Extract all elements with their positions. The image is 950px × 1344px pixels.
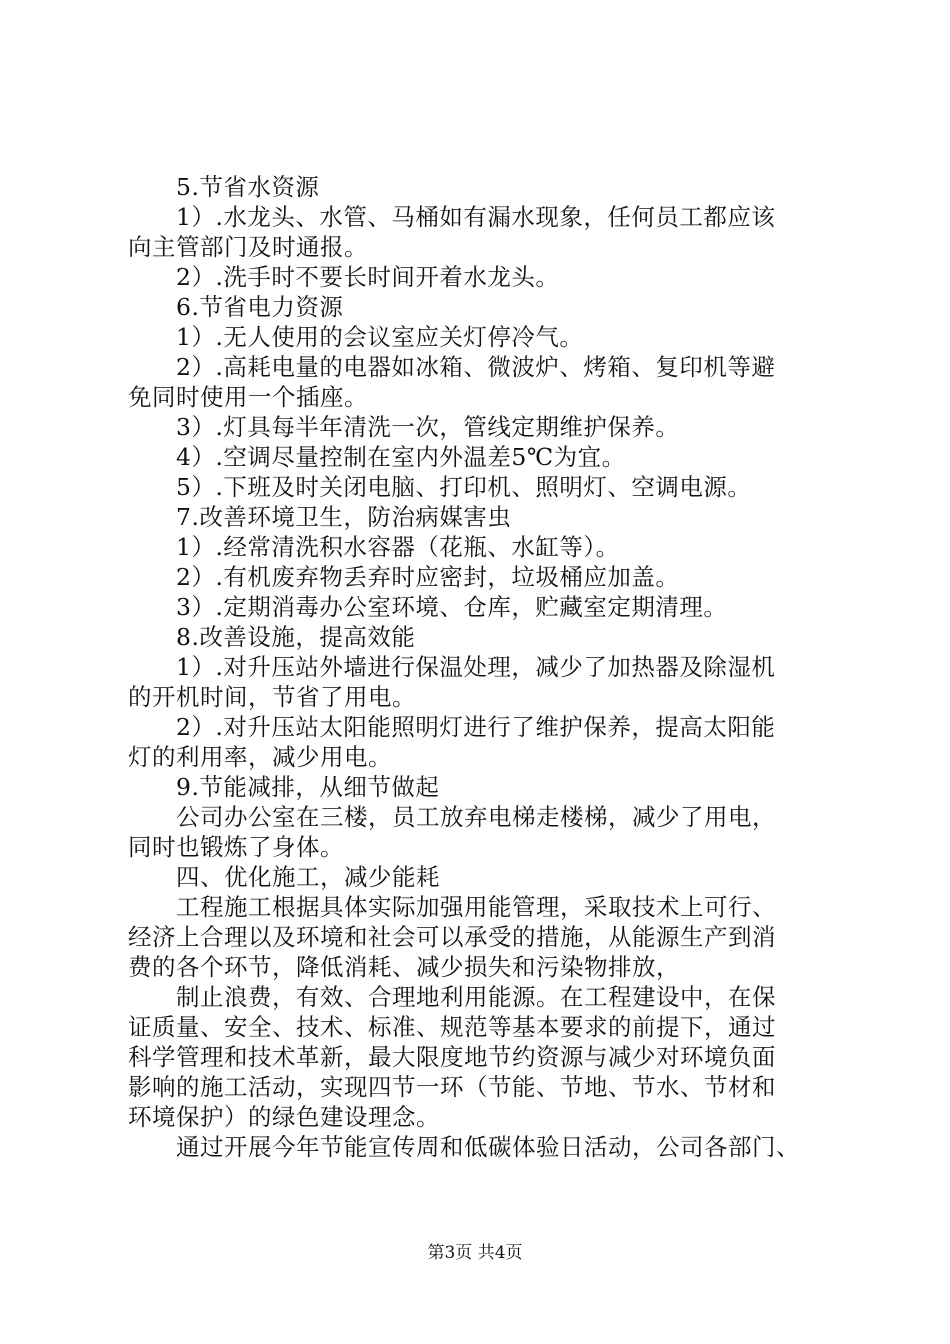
- text-line: 证质量、安全、技术、标准、规范等基本要求的前提下，通过: [128, 1013, 776, 1041]
- text-line: 的开机时间，节省了用电。: [128, 683, 416, 711]
- text-line: 3）.灯具每半年清洗一次，管线定期维护保养。: [176, 413, 680, 441]
- text-line: 制止浪费，有效、合理地利用能源。在工程建设中，在保: [176, 983, 776, 1011]
- text-line: 工程施工根据具体实际加强用能管理，采取技术上可行、: [176, 893, 776, 921]
- text-line: 2）.高耗电量的电器如冰箱、微波炉、烤箱、复印机等避: [176, 353, 776, 381]
- text-line: 向主管部门及时通报。: [128, 233, 368, 261]
- text-line: 通过开展今年节能宣传周和低碳体验日活动，公司各部门、: [176, 1133, 800, 1161]
- text-line: 5.节省水资源: [176, 173, 320, 201]
- text-line: 费的各个环节，降低消耗、减少损失和污染物排放，: [128, 953, 680, 981]
- text-line: 9.节能减排，从细节做起: [176, 773, 440, 801]
- text-line: 2）.洗手时不要长时间开着水龙头。: [176, 263, 560, 291]
- text-line: 5）.下班及时关闭电脑、打印机、照明灯、空调电源。: [176, 473, 752, 501]
- text-line: 同时也锻炼了身体。: [128, 833, 344, 861]
- text-line: 公司办公室在三楼，员工放弃电梯走楼梯，减少了用电，: [176, 803, 776, 831]
- text-line: 2）.对升压站太阳能照明灯进行了维护保养，提高太阳能: [176, 713, 776, 741]
- text-line: 2）.有机废弃物丢弃时应密封，垃圾桶应加盖。: [176, 563, 680, 591]
- text-line: 免同时使用一个插座。: [128, 383, 368, 411]
- text-line: 1）.水龙头、水管、马桶如有漏水现象，任何员工都应该: [176, 203, 776, 231]
- text-line: 环境保护）的绿色建设理念。: [128, 1103, 440, 1131]
- text-line: 6.节省电力资源: [176, 293, 344, 321]
- page-footer: 第3页 共4页: [427, 1243, 523, 1263]
- text-line: 科学管理和技术革新，最大限度地节约资源与减少对环境负面: [128, 1043, 776, 1071]
- text-line: 3）.定期消毒办公室环境、仓库，贮藏室定期清理。: [176, 593, 728, 621]
- text-line: 经济上合理以及环境和社会可以承受的措施，从能源生产到消: [128, 923, 776, 951]
- text-line: 四、优化施工，减少能耗: [176, 863, 440, 891]
- text-line: 影响的施工活动，实现四节一环（节能、节地、节水、节材和: [128, 1073, 776, 1101]
- document-body: [128, 172, 838, 1162]
- text-line: 1）.经常清洗积水容器（花瓶、水缸等）。: [176, 533, 620, 561]
- text-line: 4）.空调尽量控制在室内外温差5℃为宜。: [176, 443, 626, 471]
- text-line: 8.改善设施，提高效能: [176, 623, 416, 651]
- text-line: 1）.无人使用的会议室应关灯停冷气。: [176, 323, 584, 351]
- text-line: 灯的利用率，减少用电。: [128, 743, 392, 771]
- text-line: 1）.对升压站外墙进行保温处理，减少了加热器及除湿机: [176, 653, 776, 681]
- text-line: 7.改善环境卫生，防治病媒害虫: [176, 503, 512, 531]
